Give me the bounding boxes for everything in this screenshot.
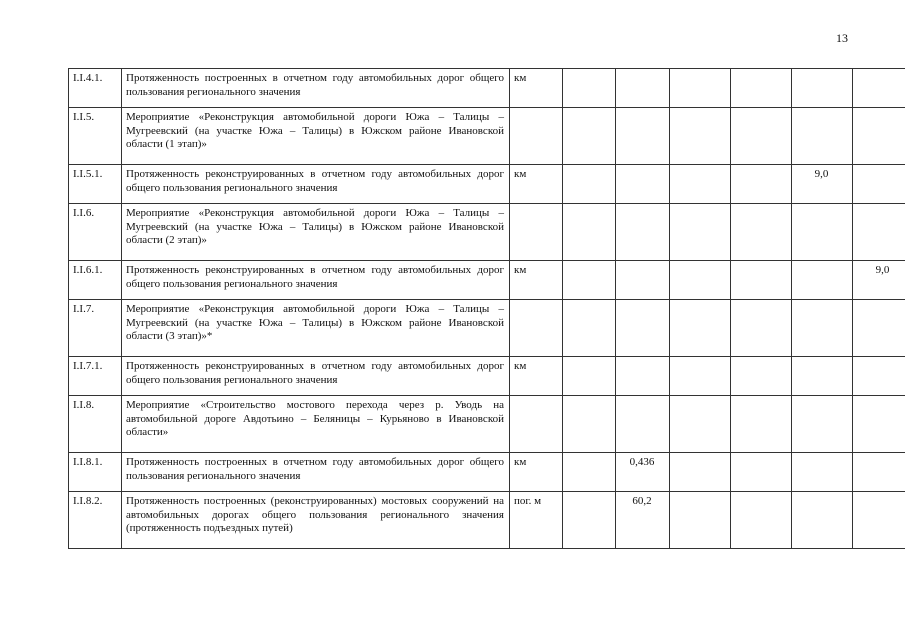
row-value — [853, 492, 905, 549]
row-value — [731, 204, 792, 261]
row-value — [792, 300, 853, 357]
row-value — [853, 108, 905, 165]
row-value — [853, 204, 905, 261]
row-value — [670, 453, 731, 492]
row-value — [616, 396, 670, 453]
row-value — [563, 357, 616, 396]
row-code: I.I.5.1. — [69, 165, 122, 204]
row-value — [853, 396, 905, 453]
row-value — [670, 165, 731, 204]
row-value — [563, 108, 616, 165]
row-value — [853, 165, 905, 204]
row-value — [616, 204, 670, 261]
row-value — [616, 357, 670, 396]
row-unit — [510, 108, 563, 165]
row-unit — [510, 300, 563, 357]
row-value — [731, 108, 792, 165]
row-unit: км — [510, 261, 563, 300]
row-value — [670, 108, 731, 165]
row-value — [731, 261, 792, 300]
row-code: I.I.8. — [69, 396, 122, 453]
row-value — [563, 453, 616, 492]
row-description: Мероприятие «Реконструкция автомобильной дороги Южа – Талицы – Мугреевский (на участке Южа – Талицы) в Южском районе Ивановской области (2 этап)» — [122, 204, 510, 261]
table-row — [69, 300, 905, 357]
row-value — [853, 300, 905, 357]
row-value — [616, 165, 670, 204]
row-value — [670, 69, 731, 108]
row-code: I.I.8.1. — [69, 453, 122, 492]
row-code: I.I.4.1. — [69, 69, 122, 108]
row-value — [563, 261, 616, 300]
row-value — [853, 453, 905, 492]
row-description: Протяженность построенных в отчетном году автомобильных дорог общего пользования регионального значения — [122, 453, 510, 492]
row-value — [670, 300, 731, 357]
row-value — [670, 492, 731, 549]
row-unit: км — [510, 165, 563, 204]
row-value — [731, 492, 792, 549]
row-value — [792, 69, 853, 108]
row-value — [792, 108, 853, 165]
row-value — [731, 396, 792, 453]
row-code: I.I.7. — [69, 300, 122, 357]
table-row — [69, 453, 905, 492]
table-row — [69, 396, 905, 453]
row-description: Мероприятие «Реконструкция автомобильной дороги Южа – Талицы – Мугреевский (на участке Южа – Талицы) в Южском районе Ивановской области (3 этап)»* — [122, 300, 510, 357]
row-value — [563, 396, 616, 453]
row-value — [616, 300, 670, 357]
row-value — [616, 69, 670, 108]
row-value — [792, 396, 853, 453]
row-value — [616, 108, 670, 165]
row-code: I.I.7.1. — [69, 357, 122, 396]
row-unit: км — [510, 69, 563, 108]
row-value — [563, 300, 616, 357]
row-description: Мероприятие «Строительство мостового перехода через р. Уводь на автомобильной дороге Авдотьино – Беляницы – Курьяново в Ивановской области» — [122, 396, 510, 453]
row-value — [792, 453, 853, 492]
row-value — [731, 69, 792, 108]
row-value — [853, 357, 905, 396]
row-value — [792, 357, 853, 396]
indicators-table — [68, 68, 905, 549]
row-code: I.I.6.1. — [69, 261, 122, 300]
table-row — [69, 108, 905, 165]
row-value — [731, 165, 792, 204]
row-code: I.I.5. — [69, 108, 122, 165]
row-value — [792, 261, 853, 300]
row-unit: км — [510, 357, 563, 396]
row-value: 9,0 — [792, 165, 853, 204]
table-row — [69, 204, 905, 261]
row-value — [563, 492, 616, 549]
row-description: Протяженность реконструированных в отчетном году автомобильных дорог общего пользования регионального значения — [122, 357, 510, 396]
row-value — [853, 69, 905, 108]
row-unit — [510, 396, 563, 453]
row-value — [670, 396, 731, 453]
row-description: Мероприятие «Реконструкция автомобильной дороги Южа – Талицы – Мугреевский (на участке Южа – Талицы) в Южском районе Ивановской области (1 этап)» — [122, 108, 510, 165]
row-value — [792, 204, 853, 261]
row-unit: пог. м — [510, 492, 563, 549]
table-row — [69, 69, 905, 108]
row-value — [616, 261, 670, 300]
row-value: 0,436 — [616, 453, 670, 492]
row-value — [563, 69, 616, 108]
row-code: I.I.8.2. — [69, 492, 122, 549]
row-value — [670, 204, 731, 261]
table-row — [69, 357, 905, 396]
row-description: Протяженность реконструированных в отчетном году автомобильных дорог общего пользования регионального значения — [122, 261, 510, 300]
row-value: 60,2 — [616, 492, 670, 549]
row-description: Протяженность построенных (реконструированных) мостовых сооружений на автомобильных дорогах общего пользования регионального значения (протяженность подъездных путей) — [122, 492, 510, 549]
row-value — [731, 357, 792, 396]
row-value — [563, 165, 616, 204]
table-row — [69, 492, 905, 549]
table-row — [69, 165, 905, 204]
row-value — [563, 204, 616, 261]
row-description: Протяженность реконструированных в отчетном году автомобильных дорог общего пользования регионального значения — [122, 165, 510, 204]
row-value: 9,0 — [853, 261, 905, 300]
row-unit: км — [510, 453, 563, 492]
row-value — [731, 300, 792, 357]
table-row — [69, 261, 905, 300]
row-value — [731, 453, 792, 492]
row-description: Протяженность построенных в отчетном году автомобильных дорог общего пользования регионального значения — [122, 69, 510, 108]
row-value — [670, 357, 731, 396]
page-number: 13 — [836, 31, 848, 45]
row-unit — [510, 204, 563, 261]
row-value — [792, 492, 853, 549]
row-value — [670, 261, 731, 300]
row-code: I.I.6. — [69, 204, 122, 261]
